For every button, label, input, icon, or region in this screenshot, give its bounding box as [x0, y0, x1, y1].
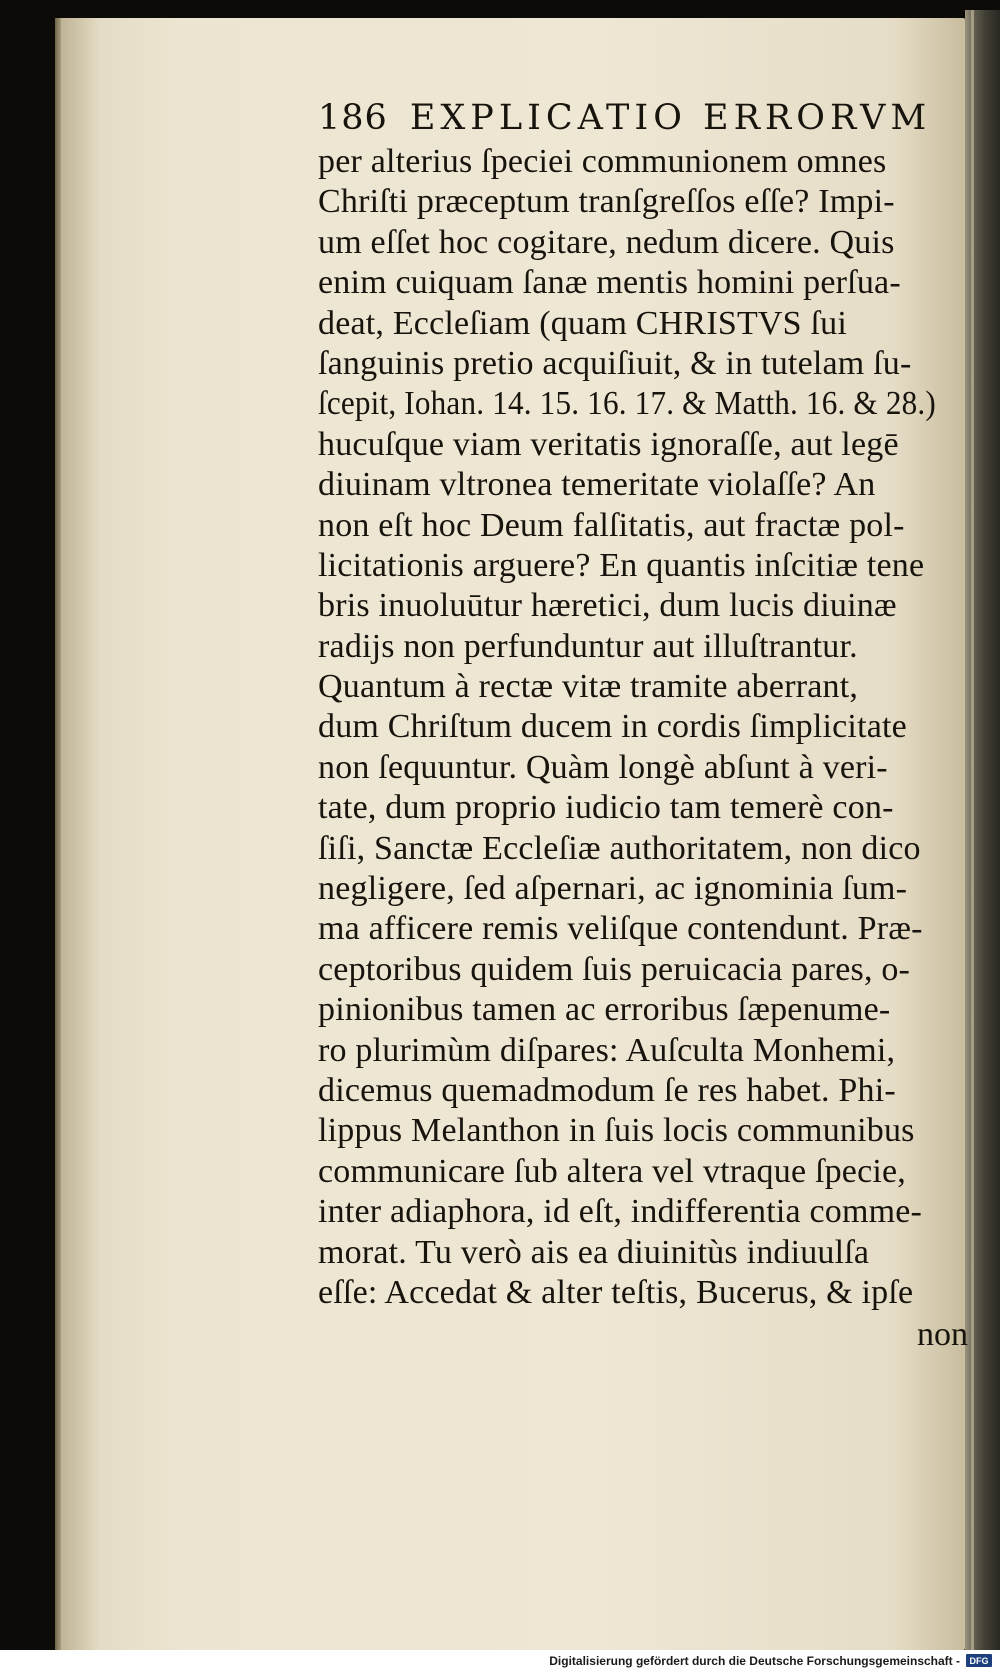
text-line: lippus Melanthon in ſuis locis communibus	[318, 1112, 915, 1150]
text-line: hucuſque viam veritatis ignoraſſe, aut legē	[318, 425, 899, 463]
text-line: dicemus quemadmodum ſe res habet. Phi-	[318, 1071, 896, 1109]
footer-credit: Digitalisierung gefördert durch die Deutsche Forschungsgemeinschaft -	[549, 1653, 960, 1668]
text-line: eſſe: Accedat & alter teſtis, Bucerus, & ipſe	[318, 1273, 914, 1311]
text-line: um eſſet hoc cogitare, nedum dicere. Quis	[318, 223, 895, 261]
text-line: tate, dum proprio iudicio tam temerè con-	[318, 789, 894, 827]
text-line: enim cuiquam ſanæ mentis homini perſua-	[318, 264, 901, 302]
text-line: communicare ſub altera vel vtraque ſpecie,	[318, 1152, 907, 1190]
text-line: ma afficere remis veliſque contendunt. Præ-	[318, 910, 923, 948]
catchword: non	[917, 1316, 968, 1354]
dfg-logo: DFG	[966, 1654, 992, 1667]
text-line: ſcepit, Iohan. 14. 15. 16. 17. & Matth. 16. & 28.)	[318, 385, 936, 423]
text-line: ſanguinis pretio acquiſiuit, & in tutelam ſu-	[318, 344, 912, 382]
text-line: dum Chriſtum ducem in cordis ſimplicitate	[318, 708, 907, 746]
text-line: inter adiaphora, id eſt, indifferentia comme-	[318, 1193, 923, 1231]
text-line: per alterius ſpeciei communionem omnes	[318, 143, 887, 180]
text-line: Quantum à rectæ vitæ tramite aberrant,	[318, 668, 859, 706]
digitization-footer	[0, 1650, 1000, 1671]
text-line: non ſequuntur. Quàm longè abſunt à veri-	[318, 748, 888, 786]
text-line: ro plurimùm diſpares: Auſculta Monhemi,	[318, 1031, 896, 1069]
running-title: EXPLICATIO ERRORVM	[409, 98, 932, 138]
page-gutter-shadow	[55, 18, 61, 1650]
body-text	[318, 142, 968, 1313]
text-block	[318, 88, 968, 1355]
text-line: bris inuoluūtur hæretici, dum lucis diuinæ	[318, 587, 897, 625]
text-line: radijs non perfunduntur aut illuſtrantur.	[318, 627, 858, 665]
text-line: ſiſi, Sanctæ Eccleſiæ authoritatem, non dico	[318, 829, 921, 867]
text-line: Chriſti præceptum tranſgreſſos eſſe? Impi-	[318, 183, 895, 221]
page-stack-edge	[965, 10, 1000, 1650]
text-line: pinionibus tamen ac erroribus ſæpenume-	[318, 991, 891, 1029]
text-line: licitationis arguere? En quantis inſcitiæ tene	[318, 546, 925, 584]
page-header	[318, 88, 968, 138]
page-number: 186	[318, 98, 388, 138]
text-line: morat. Tu verò ais ea diuinitùs indiuulſa	[318, 1233, 870, 1271]
text-line: negligere, ſed aſpernari, ac ignominia ſum-	[318, 870, 908, 908]
text-line: deat, Eccleſiam (quam CHRISTVS ſui	[318, 304, 847, 342]
text-line: ceptoribus quidem ſuis peruicacia pares, o-	[318, 950, 911, 988]
text-line: non eſt hoc Deum falſitatis, aut fractæ pol-	[318, 506, 905, 544]
text-line: diuinam vltronea temeritate violaſſe? An	[318, 466, 876, 504]
